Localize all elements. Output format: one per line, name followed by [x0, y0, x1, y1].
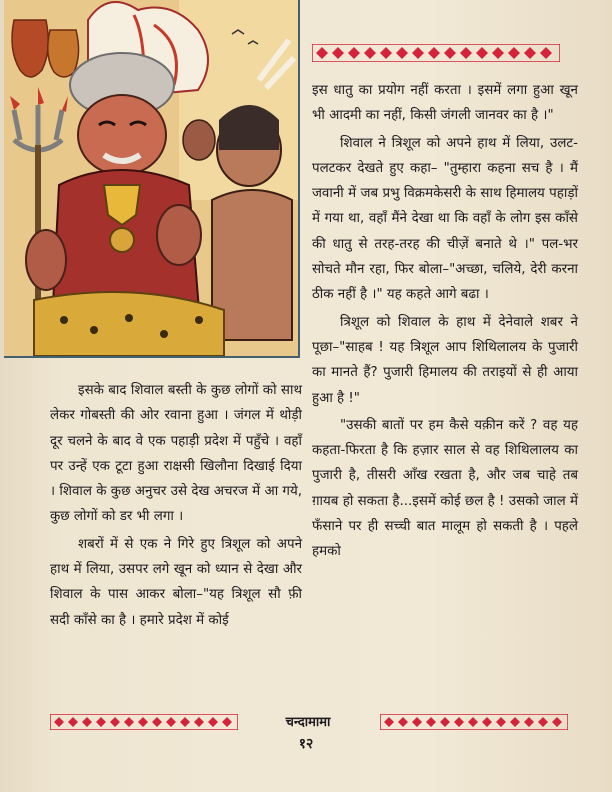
top-border-ornament	[312, 44, 560, 62]
paragraph: त्रिशूल को शिवाल के हाथ में देनेवाले शबर ने पूछा–"साहब ! यह त्रिशूल आप शिथिलालय के पुजारी का मानते हैं? पुजारी हिमालय की तराइयों से ही आया हुआ है !"	[312, 314, 578, 406]
paragraph: इस धातु का प्रयोग नहीं करता । इसमें लगा हुआ खून भी आदमी का नहीं, किसी जंगली जानवर का है ।"	[312, 83, 578, 124]
paragraph: इसके बाद शिवाल बस्ती के कुछ लोगों को साथ लेकर गोबस्ती की ओर रवाना हुआ । जंगल में थोड़ी दूर चलने के बाद वे एक पहाड़ी प्रदेश में पहुँचे । वहाँ पर उन्हें एक टूटा हुआ राक्षसी खिलौना दिखाई दिया । शिवाल के कुछ अनुचर उसे देख अचरज में आ गये, कुछ लोगों को डर भी लगा ।	[50, 383, 302, 525]
story-illustration	[4, 0, 300, 358]
bottom-right-border-ornament	[380, 714, 568, 730]
article-left-column	[50, 378, 302, 635]
page-number: १२	[298, 736, 314, 752]
article-right-column	[312, 78, 578, 567]
bottom-left-border-ornament	[50, 714, 238, 730]
magazine-name: चन्दामामा	[285, 715, 331, 730]
paragraph: शिवाल ने त्रिशूल को अपने हाथ में लिया, उलट-पलटकर देखते हुए कहा– "तुम्हारा कहना सच है । मैं जवानी में जब प्रभु विक्रमकेसरी के साथ हिमालय पहाड़ों में गया था, वहाँ मैंने देखा था कि वहाँ के लोग इस काँसे की धातु से तरह-तरह की चीज़ें बनाते थे ।" पल-भर सोचते मौन रहा, फिर बोला–"अच्छा, चलिये, देरी करना ठीक नहीं है ।" यह कहते आगे बढा ।	[312, 135, 578, 303]
paragraph: शबरों में से एक ने गिरे हुए त्रिशूल को अपने हाथ में लिया, उसपर लगे खून को ध्यान से देखा और शिवाल के पास आकर बोला–"यह त्रिशूल सौ फ़ी सदी काँसे का है । हमारे प्रदेश में कोई	[50, 536, 302, 628]
paragraph: "उसकी बातों पर हम कैसे यक़ीन करें ? वह यह कहता-फिरता है कि हज़ार साल से वह शिथिलालय का पुजारी है, तीसरी आँख रखता है, और जब चाहे तब ग़ायब हो सकता है...इसमें कोई छल है ! उसको जाल में फँसाने पर ही सच्ची बात मालूम हो सकती है । पहले हमको	[312, 417, 578, 560]
